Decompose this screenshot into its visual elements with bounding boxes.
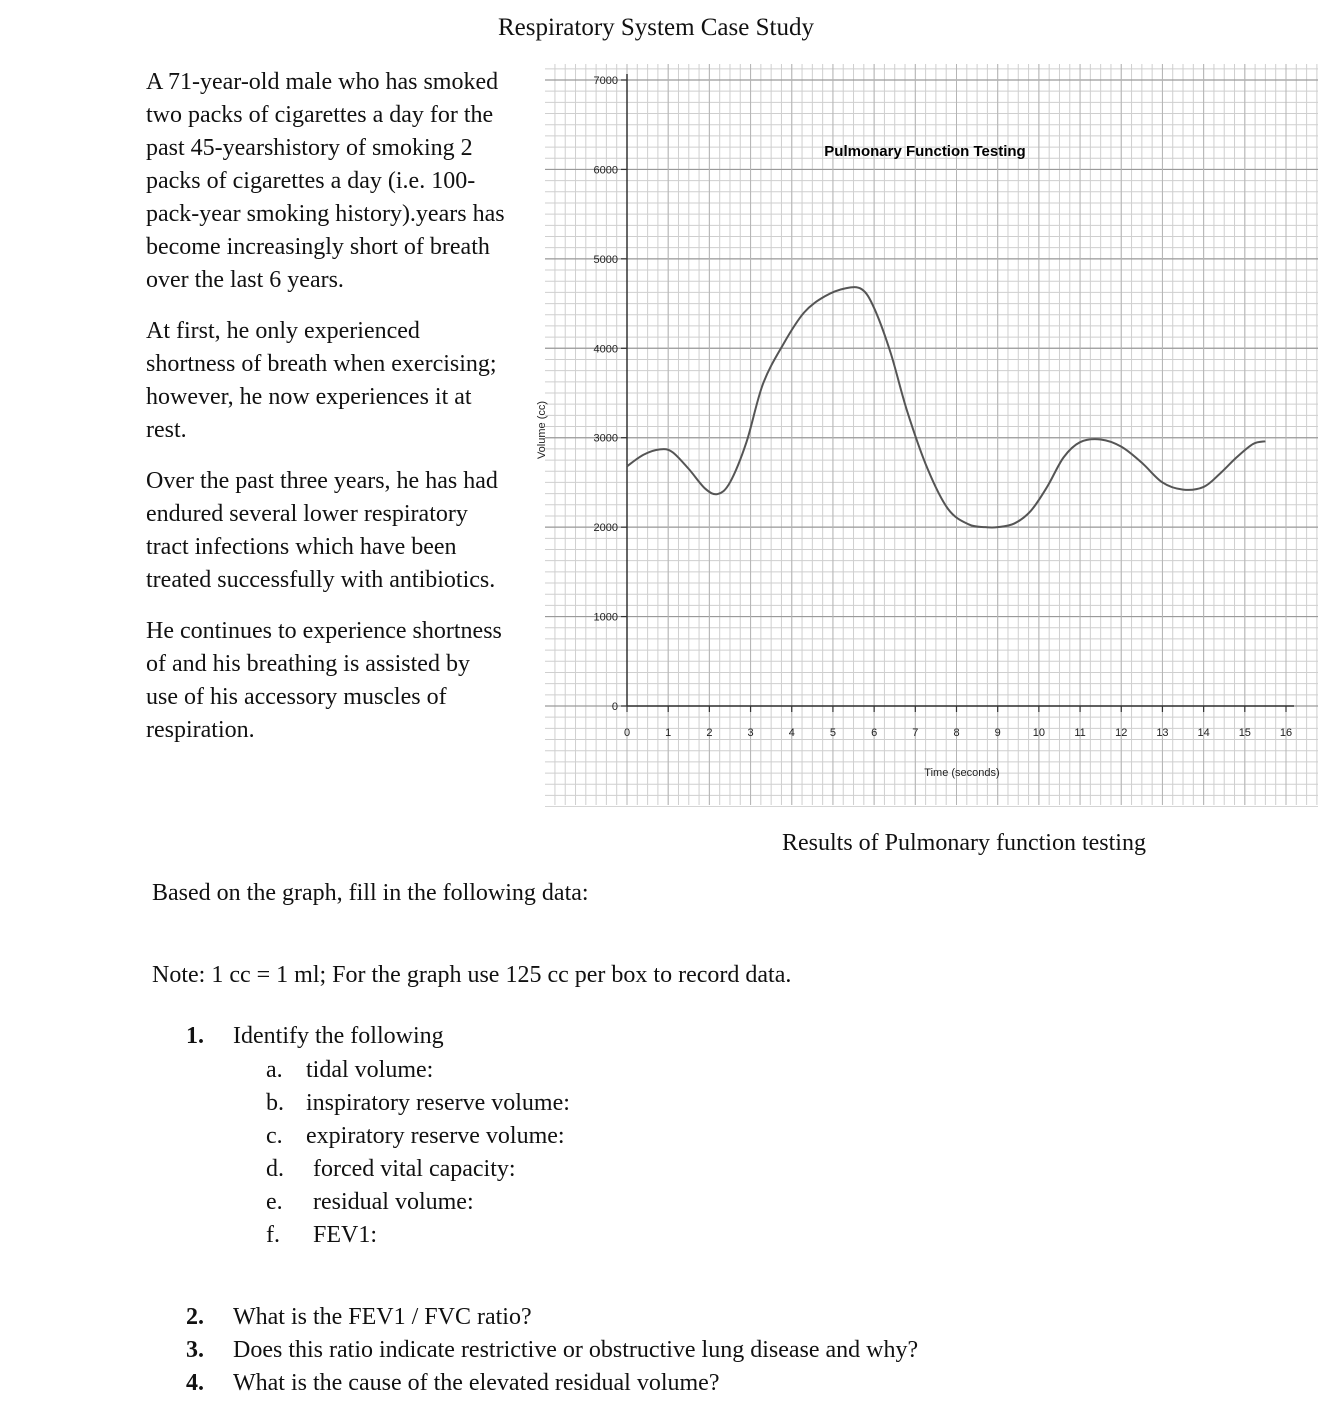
y-tick-label: 4000 — [593, 343, 618, 356]
subitem-letter: d. — [266, 1156, 284, 1182]
y-tick-label: 1000 — [593, 611, 618, 624]
x-tick-label: 16 — [1279, 727, 1293, 739]
note: Note: 1 cc = 1 ml; For the graph use 125 cc per box to record data. — [152, 962, 792, 988]
x-tick-label: 13 — [1156, 727, 1169, 739]
chart-grid-major — [545, 64, 1318, 805]
x-tick-label: 10 — [1032, 727, 1045, 739]
y-tick-label: 2000 — [593, 522, 618, 535]
question-text: Identify the following — [233, 1023, 444, 1049]
x-tick-label: 2 — [706, 727, 713, 739]
chart-y-ticks — [594, 75, 627, 713]
x-tick-label: 5 — [829, 727, 836, 739]
subitem-letter: b. — [266, 1090, 284, 1116]
x-tick-label: 9 — [994, 727, 1001, 739]
subitem-text: tidal volume: — [306, 1057, 434, 1083]
x-tick-label: 15 — [1238, 727, 1251, 739]
question-text: What is the FEV1 / FVC ratio? — [233, 1304, 532, 1330]
x-tick-label: 8 — [953, 727, 960, 739]
pulmonary-function-chart — [515, 62, 1320, 807]
subitem-text: inspiratory reserve volume: — [306, 1090, 570, 1116]
case-paragraph-2: At first, he only experienced shortness of breath when exercising; however, he now experiences it at rest. — [146, 318, 497, 443]
subitem-letter: e. — [266, 1189, 283, 1215]
case-paragraph-1: A 71-year-old male who has smoked two packs of cigarettes a day for the past 45-yearshistory of smoking 2 packs of cigarettes a day (i.e. 100-pack-year smoking history).years has become increasingly short of breath over the last 6 years. — [146, 69, 505, 293]
y-tick-label: 7000 — [593, 75, 618, 87]
y-tick-label: 0 — [611, 701, 618, 713]
subitem-text: expiratory reserve volume: — [306, 1123, 565, 1149]
question-text: What is the cause of the elevated residual volume? — [233, 1370, 720, 1396]
case-paragraph-4: He continues to experience shortness of and his breathing is assisted by use of his accessory muscles of respiration. — [146, 618, 502, 743]
x-tick-label: 11 — [1074, 727, 1086, 739]
case-description — [146, 66, 506, 765]
x-tick-label: 12 — [1115, 727, 1128, 739]
subitem-letter: c. — [266, 1123, 283, 1149]
subitem-text: FEV1: — [313, 1222, 378, 1248]
chart-axes — [627, 74, 1294, 706]
x-tick-label: 3 — [747, 727, 754, 739]
x-tick-label: 0 — [623, 727, 631, 739]
question-number: 4. — [186, 1370, 204, 1396]
x-tick-label: 7 — [912, 727, 919, 739]
x-tick-label: 1 — [665, 727, 672, 739]
x-tick-label: 14 — [1197, 727, 1210, 739]
chart-grid-minor — [545, 64, 1318, 807]
chart-title: Pulmonary Function Testing — [824, 143, 1026, 160]
x-tick-label: 6 — [871, 727, 878, 739]
subitem-letter: f. — [266, 1222, 280, 1248]
question-text: Does this ratio indicate restrictive or obstructive lung disease and why? — [233, 1337, 919, 1363]
question-number: 1. — [186, 1023, 204, 1049]
x-tick-label: 4 — [788, 727, 795, 739]
question-number: 3. — [186, 1337, 204, 1363]
chart-y-label: Volume (cc) — [536, 400, 548, 460]
subitem-text: forced vital capacity: — [313, 1156, 516, 1182]
chart-x-label: Time (seconds) — [924, 767, 1000, 779]
chart-caption: Results of Pulmonary function testing — [782, 830, 1146, 856]
instructions: Based on the graph, fill in the following data: — [152, 880, 589, 906]
case-paragraph-3: Over the past three years, he has had endured several lower respiratory tract infections which have been treated successfully with antibiotics. — [146, 468, 498, 593]
chart-x-ticks — [624, 706, 1292, 739]
subitem-text: residual volume: — [313, 1189, 474, 1215]
document-title: Respiratory System Case Study — [498, 14, 814, 41]
subitem-letter: a. — [266, 1057, 283, 1083]
y-tick-label: 3000 — [593, 432, 618, 445]
y-tick-label: 5000 — [593, 253, 618, 266]
question-number: 2. — [186, 1304, 204, 1330]
y-tick-label: 6000 — [593, 164, 618, 177]
